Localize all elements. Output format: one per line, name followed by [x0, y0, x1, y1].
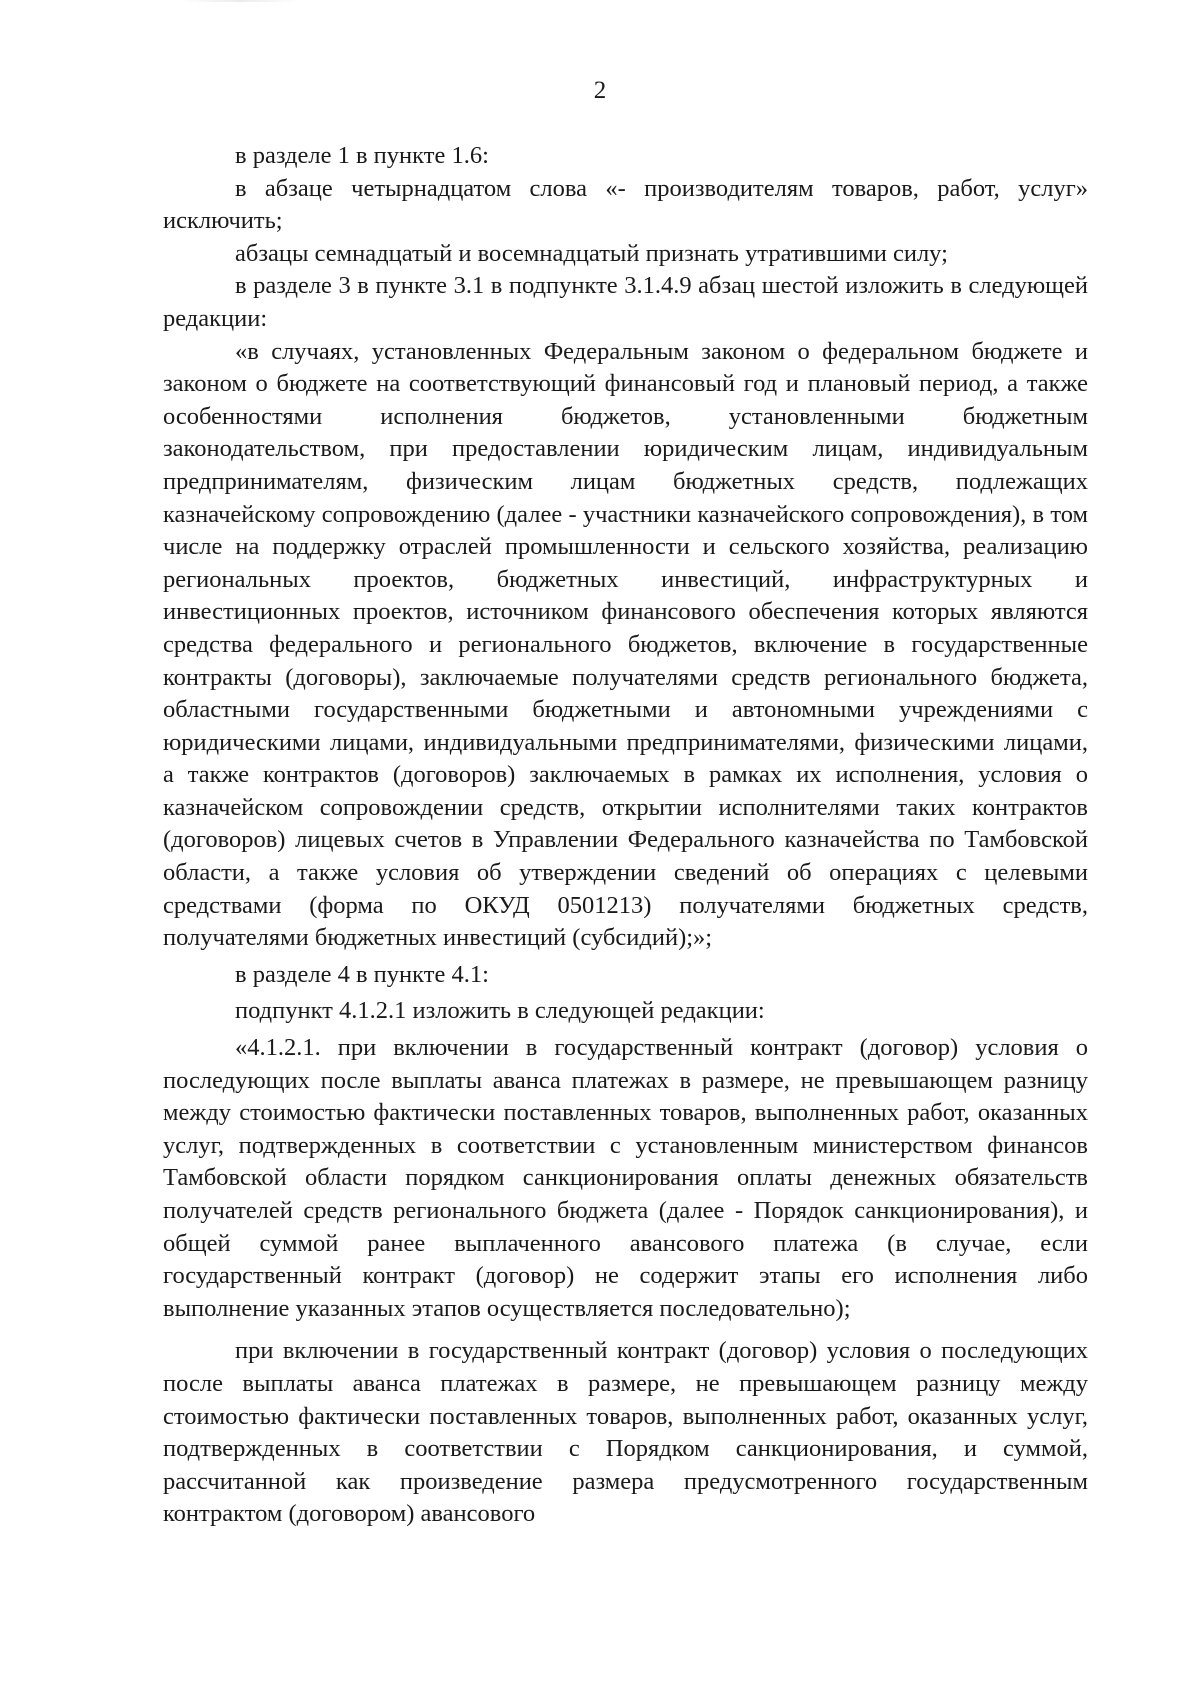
paragraph-subpoint-4121-intro: подпункт 4.1.2.1 изложить в следующей редакции: [235, 997, 765, 1025]
scan-edge-mark [180, 0, 300, 2]
paragraph-advance-payment: при включении в государственный контракт (договор) условия о последующих после выплаты аванса платежах в размере, не превышающем разницу между стоимостью фактически поставленных товаров, выполненных работ, оказанных услуг, подтвержденных в соответствии с Порядком санкционирования, и суммой, рассчитанной как произведение размера предусмотренного государственным контрактом (договором) авансового [163, 1337, 1088, 1528]
paragraph-section-3-intro: в разделе 3 в пункте 3.1 в подпункте 3.1.4.9 абзац шестой изложить в следующей редакции: [163, 272, 1088, 332]
page-number: 2 [593, 77, 607, 104]
paragraph-abzacy-17-18: абзацы семнадцатый и восемнадцатый признать утратившими силу; [235, 239, 948, 267]
paragraph-subpoint-4121-text: «4.1.2.1. при включении в государственный контракт (договор) условия о последующих после выплаты аванса платежах в размере, не превышающем разницу между стоимостью фактически поставленных товаров, выполненных работ, оказанных услуг, подтвержденных в соответствии с установленным министерством финансов Тамбовской области порядком санкционирования оплаты денежных обязательств получателей средств регионального бюджета (далее - Порядок санкционирования), и общей суммой ранее выплаченного авансового платежа (в случае, если государственный контракт (договор) не содержит этапы его исполнения либо выполнение указанных этапов осуществляется последовательно); [163, 1034, 1088, 1322]
paragraph-abzac-14: в абзаце четырнадцатом слова «- производителям товаров, работ, услуг» исключить; [163, 174, 1088, 235]
document-body [163, 140, 1088, 1531]
paragraph-treasury-support-quote: «в случаях, установленных Федеральным законом о федеральном бюджете и законом о бюджете на соответствующий финансовый год и плановый период, а также особенностями исполнения бюджетов, установленными бюджетным законодательством, при предоставлении юридическим лицам, индивидуальным предпринимателям, физическим лицам бюджетных средств, подлежащих казначейскому сопровождению (далее - участники казначейского сопровождения), в том числе на поддержку отраслей промышленности и сельского хозяйства, реализацию региональных проектов, бюджетных инвестиций, инфраструктурных и инвестиционных проектов, источником финансового обеспечения которых являются средства федерального и регионального бюджетов, включение в государственные контракты (договоры), заключаемые получателями средств регионального бюджета, областными государственными бюджетными и автономными учреждениями с юридическими лицами, индивидуальными предпринимателями, физическими лицами, а также контрактов (договоров) заключаемых в рамках их исполнения, условия о казначейском сопровождении средств, открытии исполнителями таких контрактов (договоров) лицевых счетов в Управлении Федерального казначейства по Тамбовской области, а также условия об утверждении сведений об операциях с целевыми средствами (форма по ОКУД 0501213) получателями бюджетных средств, получателями бюджетных инвестиций (субсидий);»; [163, 337, 1088, 952]
paragraph-section-4-intro: в разделе 4 в пункте 4.1: [235, 960, 489, 988]
paragraph-section-1-intro: в разделе 1 в пункте 1.6: [235, 142, 489, 169]
